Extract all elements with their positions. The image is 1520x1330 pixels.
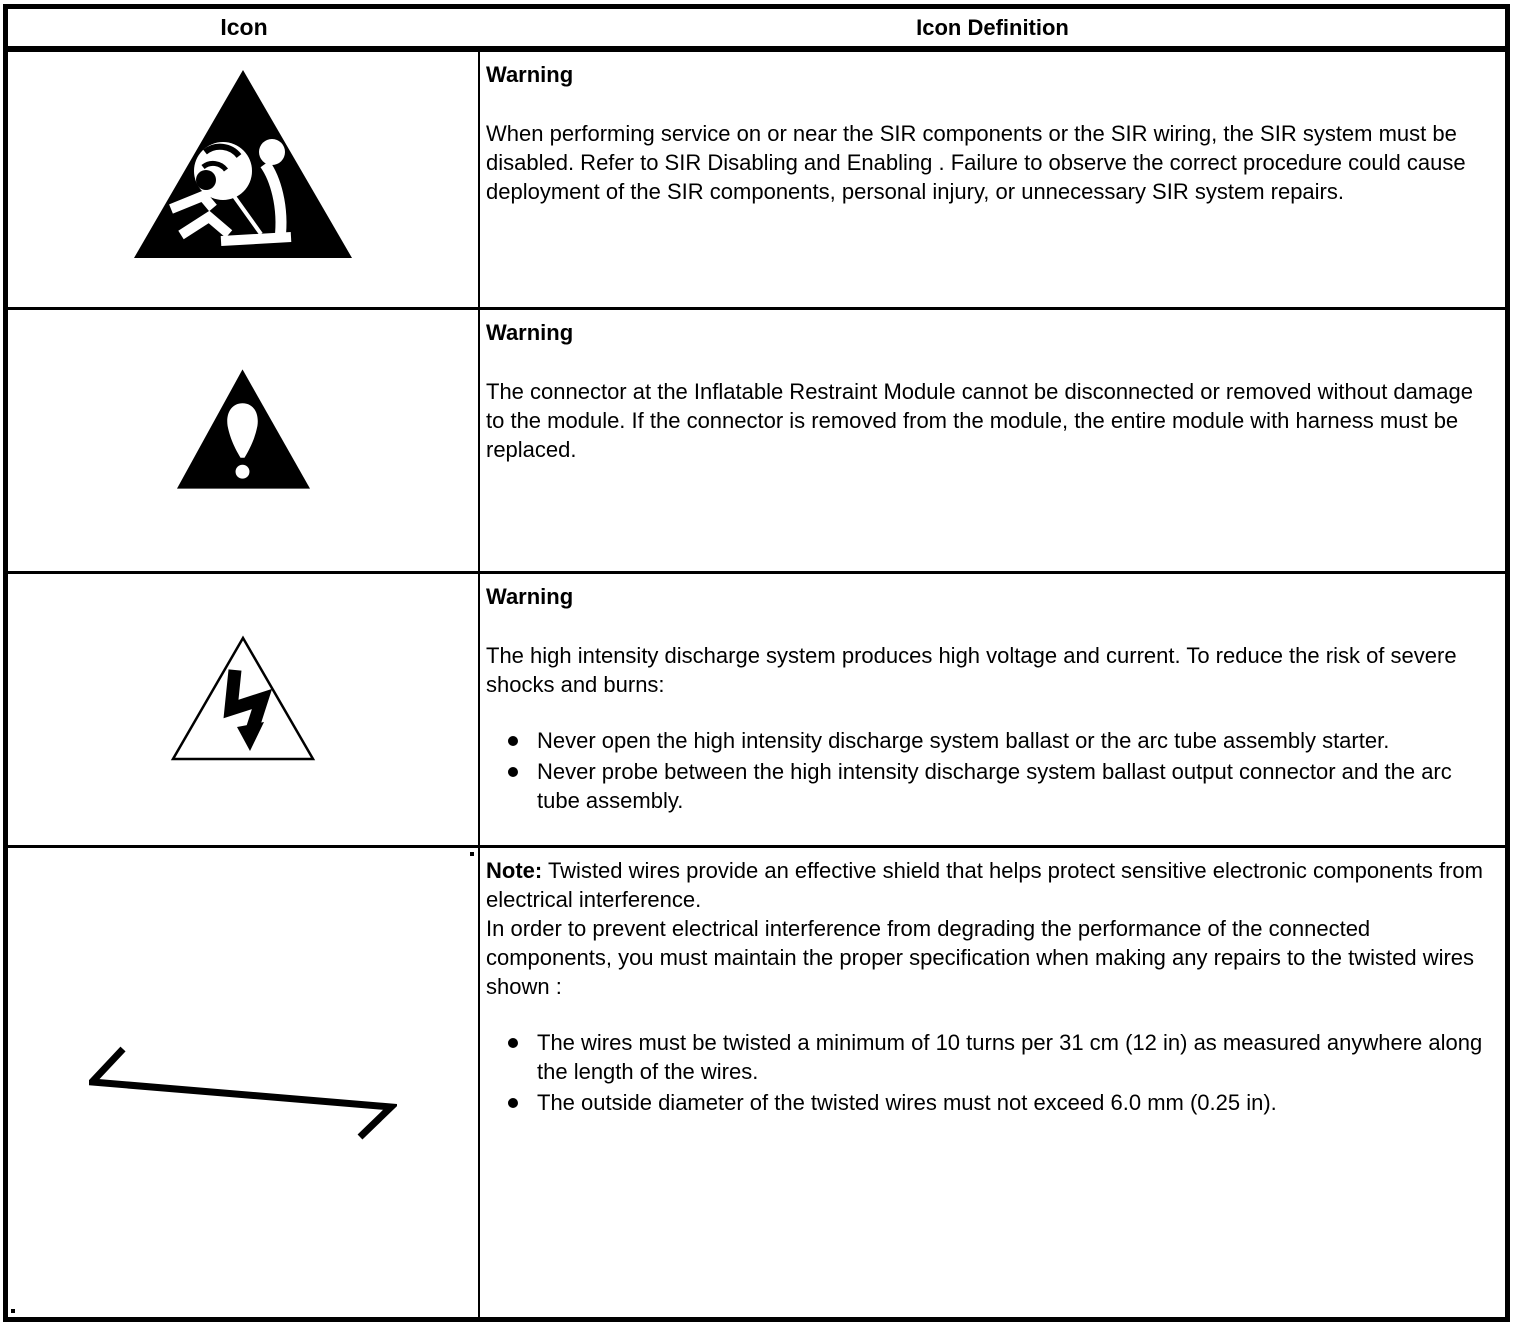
twisted-wires-icon — [89, 1045, 397, 1141]
icon-cell — [8, 574, 480, 845]
bullet-list — [486, 726, 1495, 815]
table-row-twisted-wires-note — [8, 848, 1505, 1317]
header-label-icon-definition: Icon Definition — [916, 15, 1069, 40]
icon-definition-table — [3, 4, 1510, 1322]
note-text: Twisted wires provide an effective shield that helps protect sensitive electronic components from electrical interference. — [486, 858, 1483, 912]
icon-cell — [8, 52, 480, 307]
bullet-list — [486, 1028, 1495, 1117]
table-row-hid-warning — [8, 574, 1505, 848]
warning-heading: Warning — [486, 584, 574, 609]
scan-artifact-dot — [470, 852, 474, 856]
bullet-item: The outside diameter of the twisted wires must not exceed 6.0 mm (0.25 in). — [508, 1088, 1495, 1117]
high-voltage-lightning-warning-icon — [170, 635, 316, 762]
warning-paragraph: When performing service on or near the SIR components or the SIR wiring, the SIR system must be disabled. Refer to SIR Disabling and Enabling . Failure to observe the correct procedure could cause deployment of the SIR components, personal injury, or unnecessary SIR system repairs. — [486, 121, 1466, 204]
definition-cell — [480, 848, 1505, 1317]
note-label: Note: — [486, 858, 543, 883]
definition-cell — [480, 52, 1505, 307]
definition-cell — [480, 574, 1505, 845]
bullet-item: Never probe between the high intensity discharge system ballast output connector and the arc tube assembly. — [508, 757, 1495, 815]
warning-paragraph: The high intensity discharge system produces high voltage and current. To reduce the risk of severe shocks and burns: — [486, 643, 1457, 697]
note-paragraph — [486, 856, 1495, 914]
icon-cell — [8, 310, 480, 571]
bullet-item: The wires must be twisted a minimum of 10 turns per 31 cm (12 in) as measured anywhere along the length of the wires. — [508, 1028, 1495, 1086]
bullet-item: Never open the high intensity discharge system ballast or the arc tube assembly starter. — [508, 726, 1495, 755]
exclamation-triangle-warning-icon — [175, 367, 312, 491]
scan-artifact-dot — [11, 1309, 15, 1313]
sir-airbag-warning-icon — [133, 68, 353, 260]
warning-paragraph: The connector at the Inflatable Restraint Module cannot be disconnected or removed without damage to the module. If the connector is removed from the module, the entire module with harness must be replaced. — [486, 379, 1473, 462]
header-cell-icon — [8, 9, 480, 46]
header-label-icon: Icon — [220, 14, 268, 40]
table-row-connector-warning — [8, 310, 1505, 574]
note-paragraph-2: In order to prevent electrical interference from degrading the performance of the connected components, you must maintain the proper specification when making any repairs to the twisted wires shown : — [486, 916, 1475, 999]
header-cell-icon-definition — [480, 9, 1505, 46]
table-row-sir-warning — [8, 52, 1505, 310]
warning-heading: Warning — [486, 320, 574, 345]
definition-cell — [480, 310, 1505, 571]
warning-heading: Warning — [486, 62, 574, 87]
icon-cell — [8, 848, 480, 1317]
table-header-row — [8, 9, 1505, 52]
